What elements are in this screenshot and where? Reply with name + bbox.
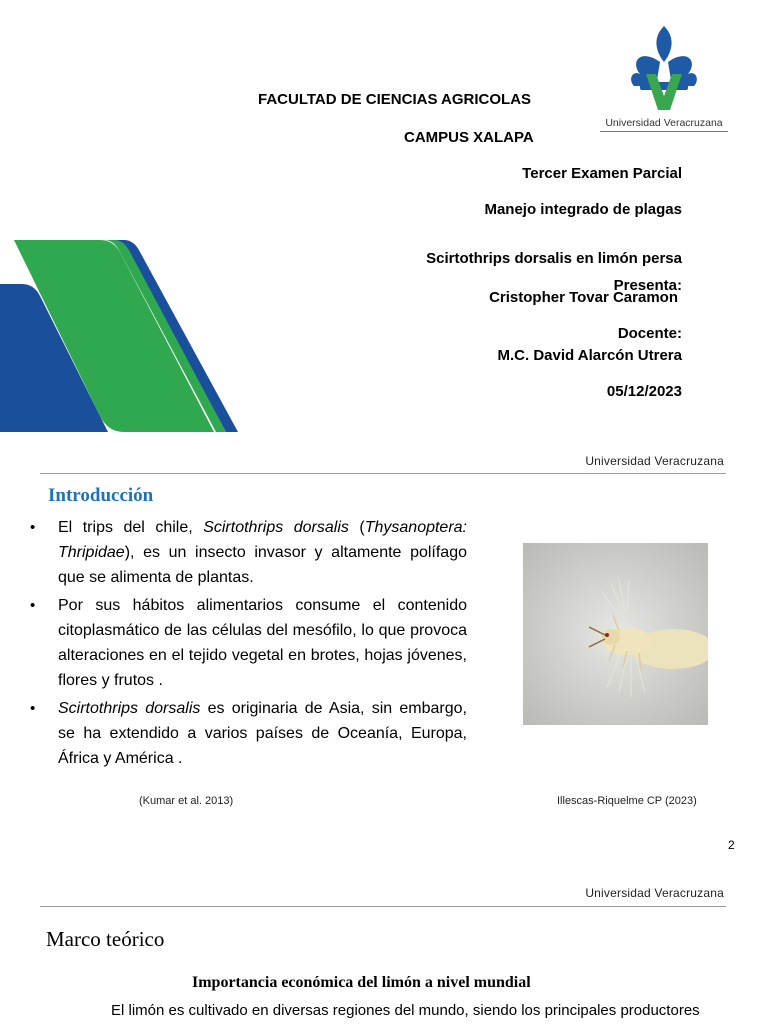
student-name: Cristopher Tovar Caramon [489, 289, 678, 306]
footer-divider-2 [40, 906, 726, 907]
teacher-name: M.C. David Alarcón Utrera [497, 347, 682, 364]
presentation-date: 05/12/2023 [606, 383, 682, 400]
footer-brand-2: Universidad Veracruzana [585, 886, 724, 900]
intro-bullet-list [30, 515, 467, 774]
exam-title: Tercer Examen Parcial [522, 165, 682, 182]
topic-title: Scirtothrips dorsalis en limón persa [426, 250, 682, 267]
decorative-swoosh [0, 238, 240, 434]
theory-body: El limón es cultivado en diversas regiones del mundo, siendo los principales productores [111, 1002, 700, 1019]
thrips-photo [523, 543, 708, 725]
footer-divider [40, 473, 726, 474]
citation-right: Illescas-Riquelme CP (2023) [557, 795, 697, 807]
bullet-item-1: • El trips del chile, Scirtothrips dorsalis (Thysanoptera: Thripidae), es un insecto invasor y altamente polífago que se alimenta de plantas. [30, 515, 467, 590]
citation-left: (Kumar et al. 2013) [139, 795, 234, 807]
intro-heading: Introducción [48, 485, 154, 506]
page-number: 2 [728, 838, 735, 852]
theory-heading: Marco teórico [46, 927, 165, 951]
presenta-label: Presenta: [613, 277, 682, 294]
logo-text: Universidad Veracruzana [605, 117, 723, 129]
course-title: Manejo integrado de plagas [484, 201, 682, 218]
footer-brand: Universidad Veracruzana [585, 454, 724, 468]
logo-underline [600, 131, 728, 132]
bullet-item-3: • Scirtothrips dorsalis es originaria de Asia, sin embargo, se ha extendido a varios países de Oceanía, Europa, África y América . [30, 696, 467, 771]
faculty-title: FACULTAD DE CIENCIAS AGRICOLAS [258, 91, 532, 108]
campus-title: CAMPUS XALAPA [404, 129, 534, 146]
docente-label: Docente: [617, 325, 682, 342]
university-logo [600, 22, 728, 134]
theory-subheading: Importancia económica del limón a nivel mundial [192, 974, 531, 991]
fleur-de-lis-icon [600, 22, 728, 114]
bullet-item-2: • Por sus hábitos alimentarios consume el contenido citoplasmático de las células del mesófilo, lo que provoca alteraciones en el tejido vegetal en brotes, hojas jóvenes, flores y frutos . [30, 593, 467, 693]
